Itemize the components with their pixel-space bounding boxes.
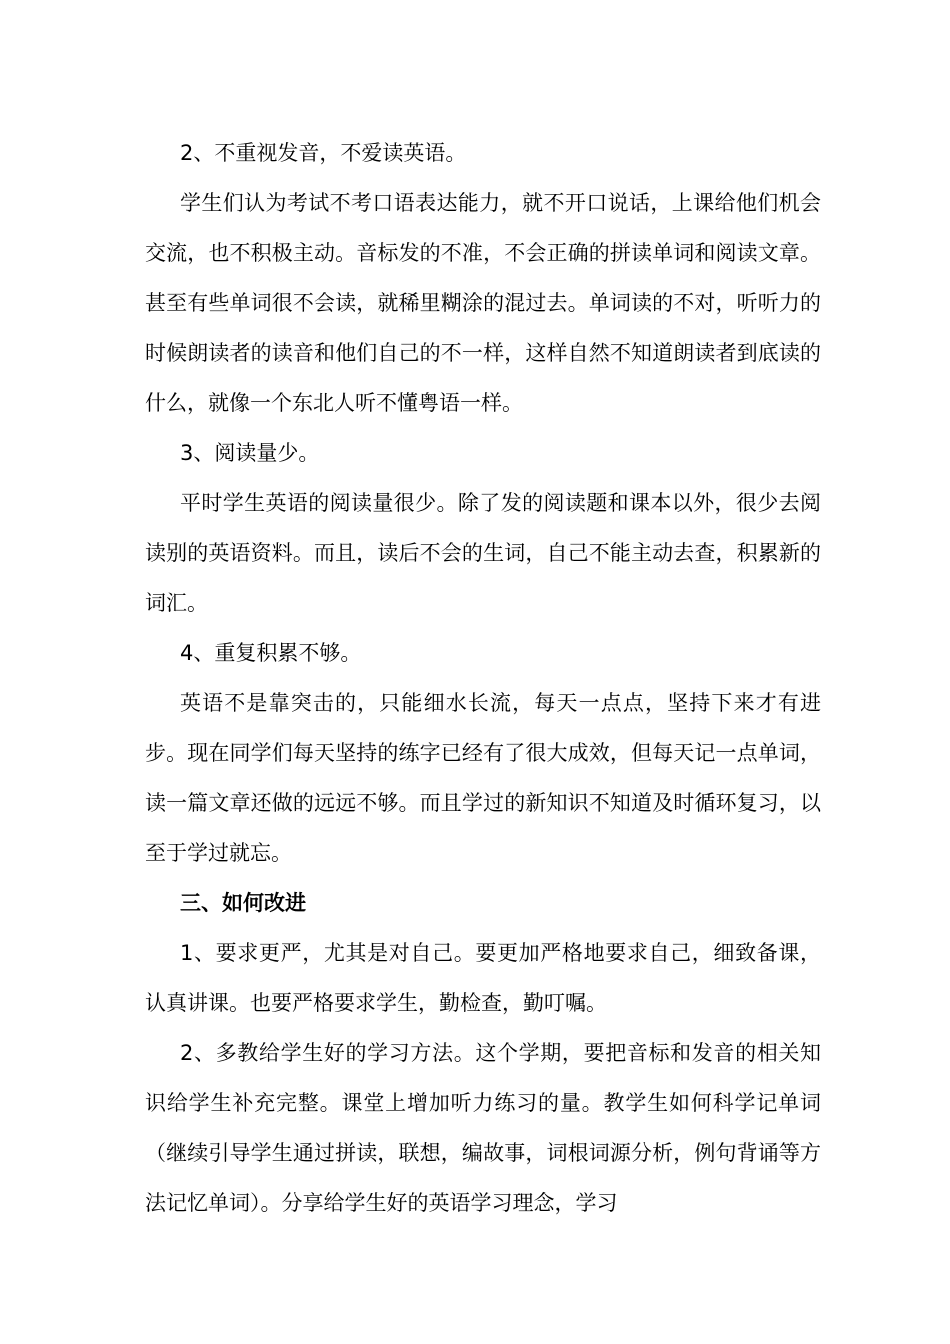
point-3-body: 平时学生英语的阅读量很少。除了发的阅读题和课本以外，很少去阅读别的英语资料。而且，读后不会的生词，自己不能主动去查，积累新的词汇。 bbox=[145, 491, 821, 615]
improvement-2: 2、多教给学生好的学习方法。这个学期，要把音标和发音的相关知识给学生补充完整。课堂上增加听力练习的量。教学生如何科学记单词（继续引导学生通过拼读，联想，编故事，词根词源分析，例句背诵等方法记忆单词）。分享给学生好的英语学习理念，学习 bbox=[145, 1041, 821, 1215]
point-3-heading: 3、阅读量少。 bbox=[180, 441, 320, 465]
section-3-heading: 三、如何改进 bbox=[180, 891, 306, 915]
point-4-heading: 4、重复积累不够。 bbox=[180, 641, 362, 665]
point-2-body: 学生们认为考试不考口语表达能力，就不开口说话，上课给他们机会交流，也不积极主动。音标发的不准，不会正确的拼读单词和阅读文章。甚至有些单词很不会读，就稀里糊涂的混过去。单词读的不对，听听力的时候朗读者的读音和他们自己的不一样，这样自然不知道朗读者到底读的什么，就像一个东北人听不懂粤语一样。 bbox=[145, 191, 821, 415]
document-page bbox=[145, 128, 821, 1228]
point-2-heading: 2、不重视发音，不爱读英语。 bbox=[180, 141, 467, 165]
point-4-body: 英语不是靠突击的，只能细水长流，每天一点点，坚持下来才有进步。现在同学们每天坚持的练字已经有了很大成效，但每天记一点单词，读一篇文章还做的远远不够。而且学过的新知识不知道及时循环复习，以至于学过就忘。 bbox=[145, 691, 821, 865]
improvement-1: 1、要求更严，尤其是对自己。要更加严格地要求自己，细致备课，认真讲课。也要严格要求学生，勤检查，勤叮嘱。 bbox=[145, 941, 821, 1015]
